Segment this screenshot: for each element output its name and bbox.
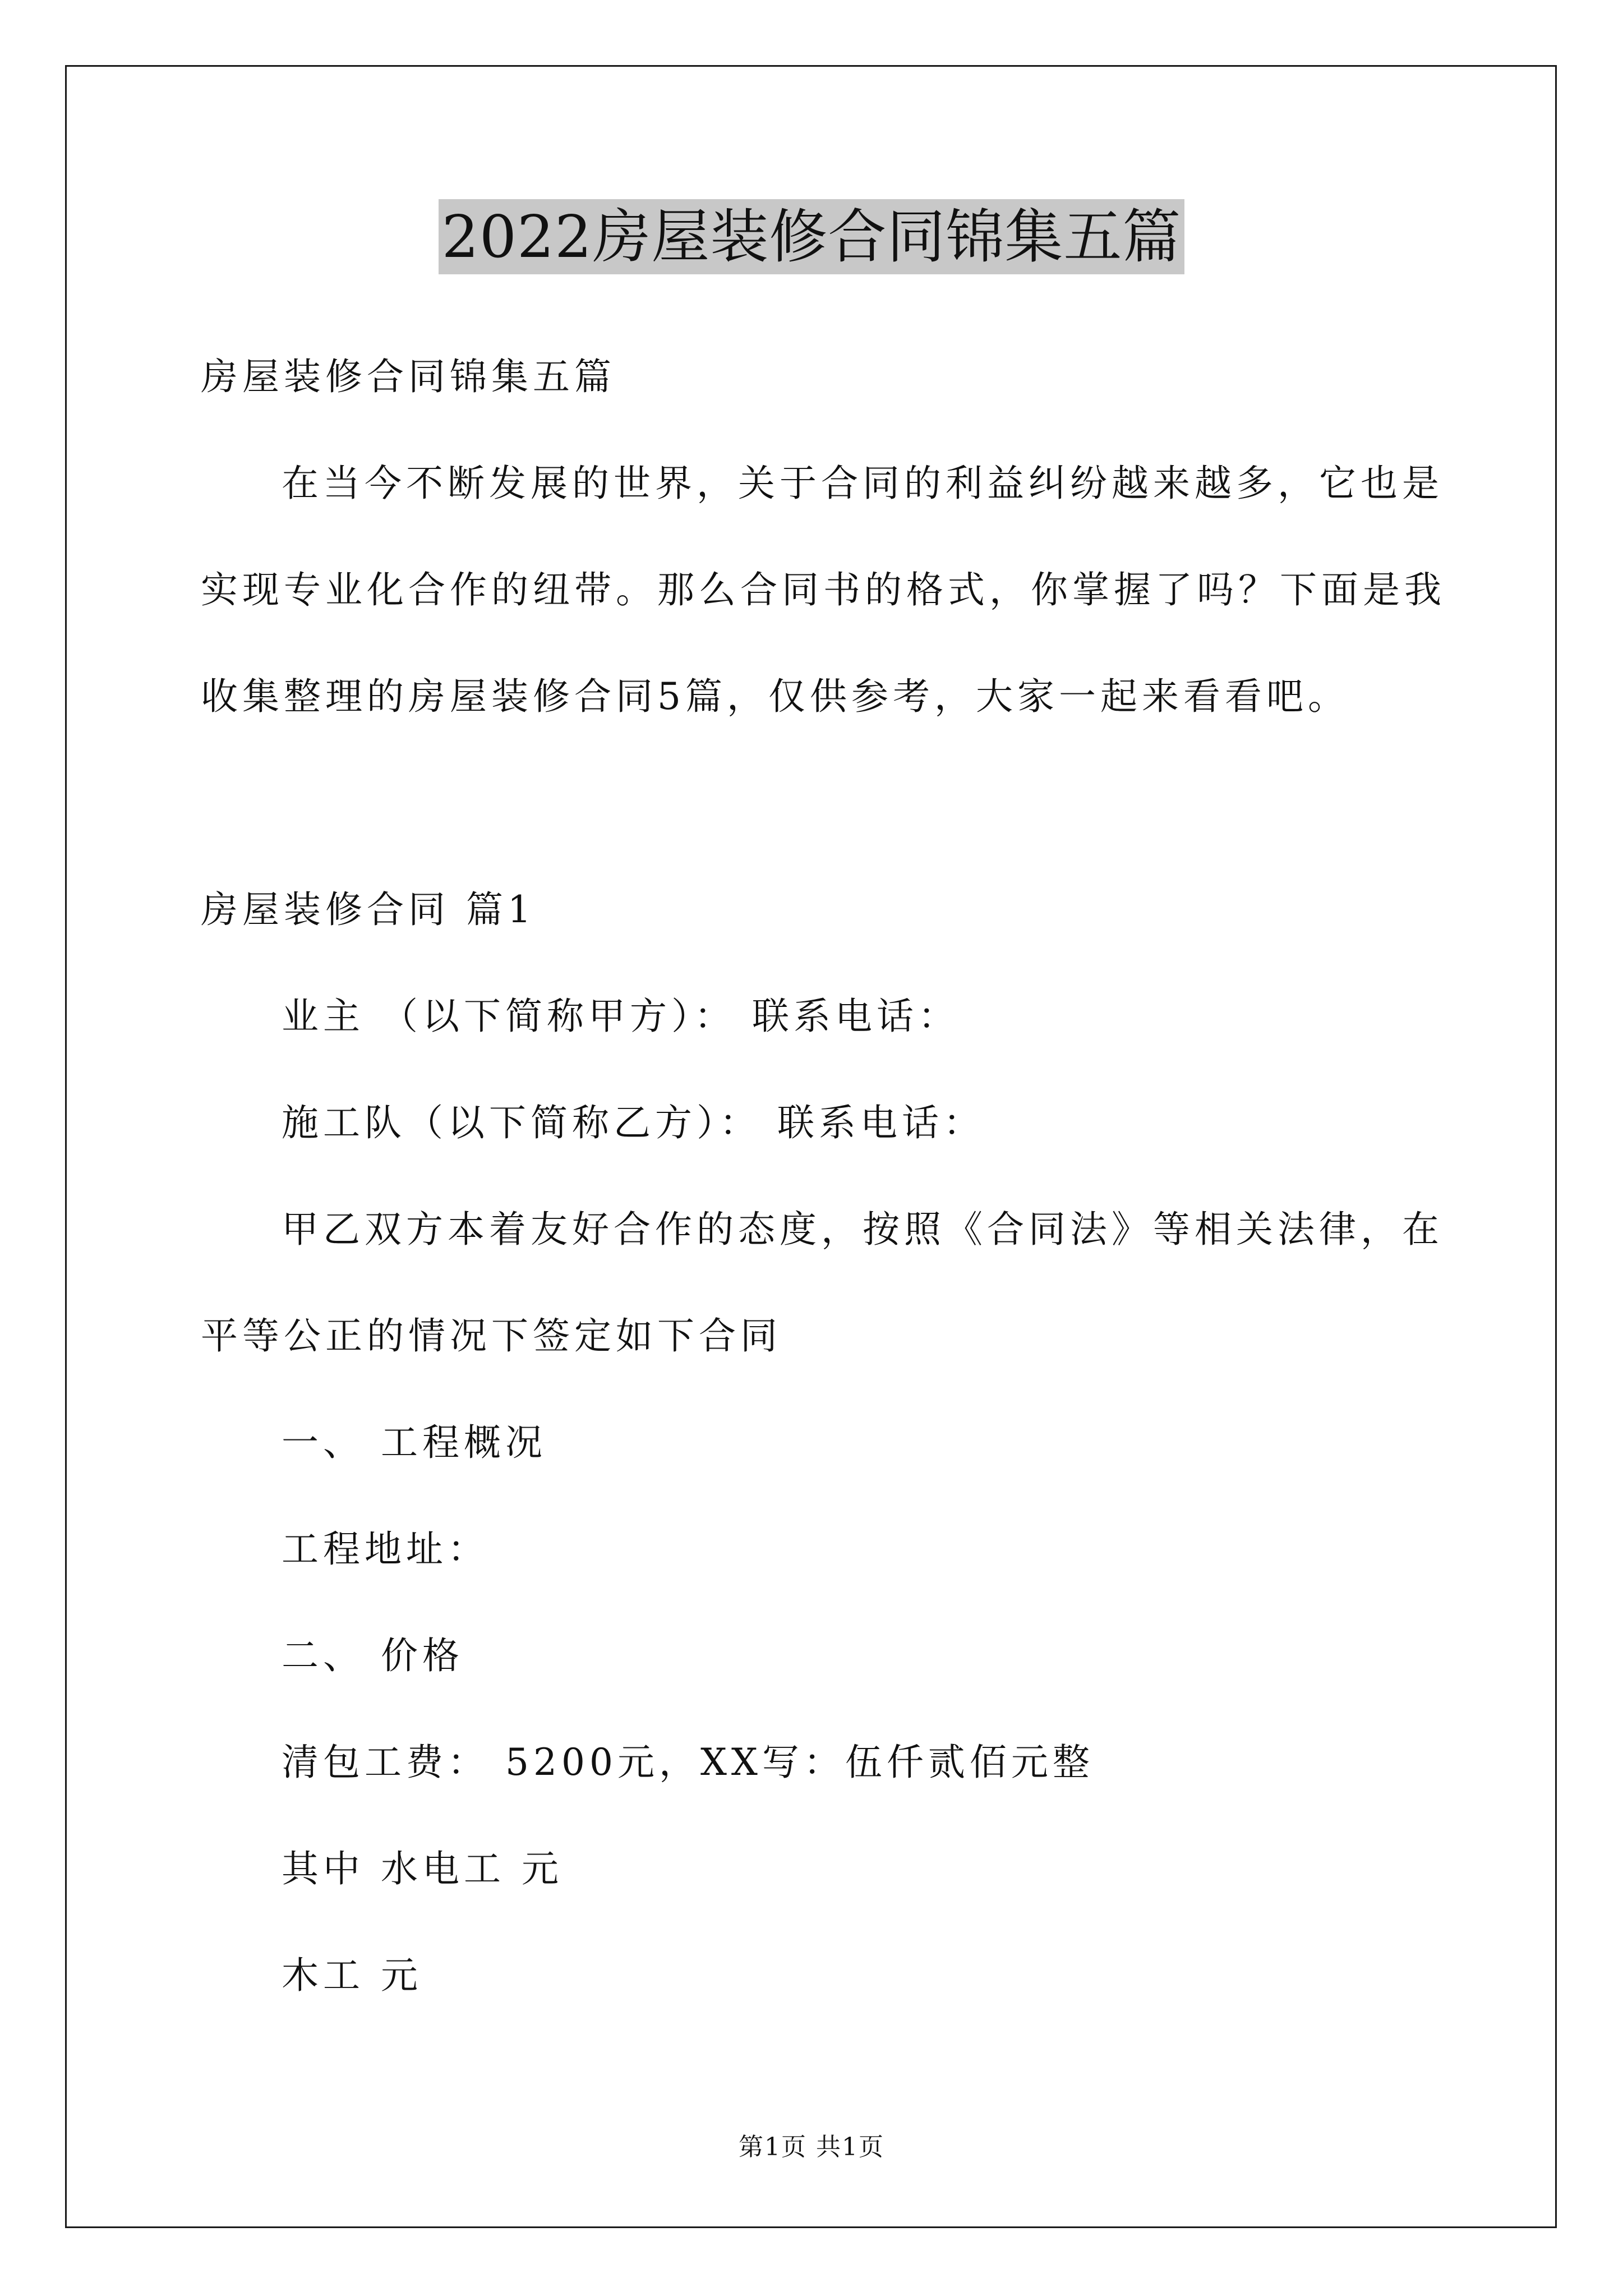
party-b-line: 施工队（以下简称乙方）： 联系电话： <box>282 1101 985 1144</box>
agreement-line-1: 甲乙双方本着友好合作的态度，按照《合同法》等相关法律，在 <box>282 1208 1444 1251</box>
clause-heading-project-overview: 一、 工程概况 <box>282 1421 547 1464</box>
subtitle-line: 房屋装修合同锦集五篇 <box>201 355 616 398</box>
document-title: 2022房屋装修合同锦集五篇 <box>439 199 1185 274</box>
section-heading-contract-1: 房屋装修合同 篇1 <box>201 888 536 931</box>
intro-paragraph-line-2: 实现专业化合作的纽带。那么合同书的格式，你掌握了吗？下面是我 <box>201 568 1446 611</box>
project-address-line: 工程地址： <box>282 1527 489 1571</box>
agreement-line-2: 平等公正的情况下签定如下合同 <box>201 1314 782 1358</box>
intro-paragraph-line-3: 收集整理的房屋装修合同5篇，仅供参考，大家一起来看看吧。 <box>201 675 1349 718</box>
intro-paragraph-line-1: 在当今不断发展的世界，关于合同的利益纠纷越来越多，它也是 <box>282 462 1444 505</box>
clause-heading-price: 二、 价格 <box>282 1634 464 1677</box>
plumbing-electrical-line: 其中 水电工 元 <box>282 1847 563 1890</box>
document-title-wrapper <box>0 199 1623 274</box>
party-a-line: 业主 （以下简称甲方）： 联系电话： <box>282 995 960 1038</box>
labor-fee-line: 清包工费： 5200元，XX写：伍仟贰佰元整 <box>282 1741 1094 1784</box>
carpentry-line: 木工 元 <box>282 1954 422 1997</box>
page-footer: 第1页 共1页 <box>739 2133 884 2161</box>
